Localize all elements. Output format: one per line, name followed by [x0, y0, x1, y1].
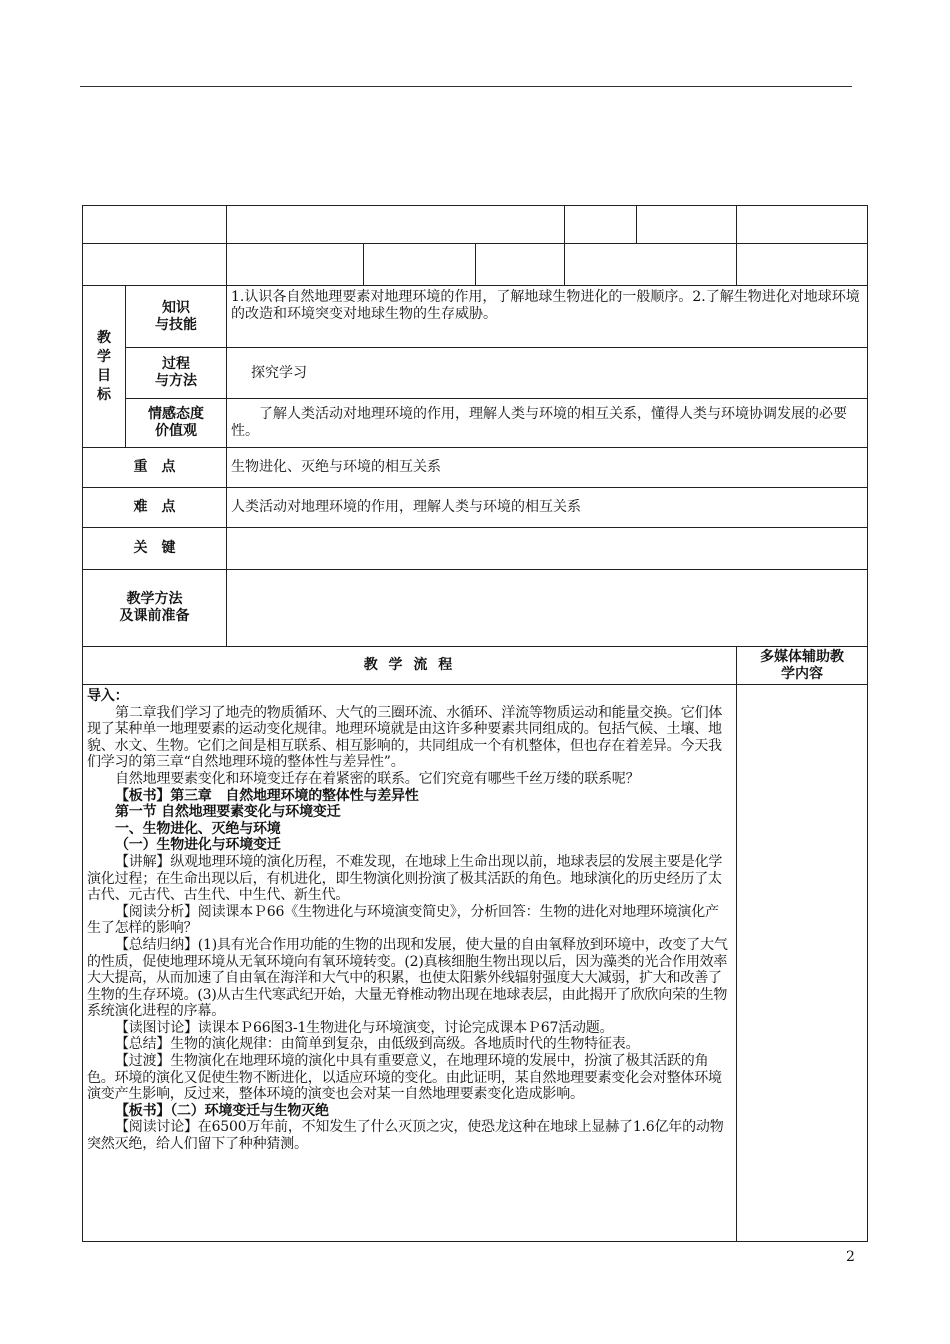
flow-paragraph: 【阅读分析】阅读课本Ｐ66《生物进化与环境演变简史》，分析回答：生物的进化对地理环境演化产生了怎样的影响？	[87, 903, 719, 937]
media-header-line1: 多媒体辅助教	[760, 648, 845, 665]
key-row	[83, 528, 868, 570]
knowledge-label-line1: 知识	[162, 299, 190, 316]
objectives-label	[83, 286, 126, 448]
media-header-line2: 学内容	[781, 665, 824, 682]
key-point-text: 生物进化、灭绝与环境的相互关系	[227, 448, 868, 488]
method-text	[227, 570, 868, 647]
process-label-line2: 与方法	[155, 373, 197, 389]
key-text	[227, 528, 868, 570]
knowledge-text: 1.认识各自然地理要素对地理环境的作用，了解地球生物进化的一般顺序。2.了解生物进化对地球环境的改造和环境突变对地球生物的生存威胁。	[227, 286, 868, 348]
header-rule	[80, 86, 852, 87]
media-content	[737, 685, 868, 1242]
objectives-label-text: 教学目标	[97, 329, 111, 403]
blank-cell	[227, 244, 364, 286]
blank-cell	[565, 244, 737, 286]
blank-cell	[83, 206, 227, 244]
key-label: 关 键	[83, 528, 227, 570]
difficulty-text: 人类活动对地理环境的作用，理解人类与环境的相互关系	[227, 488, 868, 528]
difficulty-row	[83, 488, 868, 528]
flow-paragraph: 【阅读讨论】在6500万年前，不知发生了什么灭顶之灾，使恐龙这种在地球上显赫了1.6亿年的动物突然灭绝，给人们留下了种种猜测。	[87, 1119, 724, 1153]
board-tag: 【板书】	[115, 1102, 171, 1119]
flow-paragraph: 【过渡】生物演化在地理环境的演化中具有重要意义，在地理环境的发展中，扮演了极其活跃的角色。环境的演化又促使生物不断进化，以适应环境的变化。由此证明，某自然地理要素变化会对整体环境演变产生影响，反过来，整体环境的演变也会对某一自然地理要素变化造成影响。	[87, 1053, 722, 1103]
board-subtitle	[87, 1103, 732, 1120]
blank-row-1	[83, 206, 868, 244]
method-row	[83, 570, 868, 647]
flow-paragraph: 【读图讨论】读课本Ｐ66图3-1生物进化与环境演变，讨论完成课本Ｐ67活动题。	[115, 1019, 614, 1036]
board-subtitle-text: （二）环境变迁与生物灭绝	[170, 1102, 329, 1119]
subsection-title: 一、生物进化、灭绝与环境	[115, 820, 281, 837]
flow-paragraph: 【总结】生物的演化规律：由简单到复杂，由低级到高级。各地质时代的生物特征表。	[115, 1036, 640, 1053]
blank-cell	[83, 244, 227, 286]
process-label	[126, 348, 227, 399]
media-header	[737, 647, 868, 685]
blank-cell	[364, 244, 476, 286]
method-label-line2: 及课前准备	[119, 608, 190, 624]
objective-process-row	[83, 348, 868, 399]
objective-knowledge-row	[83, 286, 868, 348]
flow-paragraph: 【总结归纳】(1)具有光合作用功能的生物的出现和发展，使大量的自由氧释放到环境中，改变了大气的性质，促使地理环境从无氧环境向有氧环境转变。(2)真核细胞生物出现以后，因为藻类的光合作用效率大大提高，从而加速了自由氧在海洋和大气中的积累，也使太阳紫外线辐射强度大大减弱，扩大和改善了生物的生存环境。(3)从古生代寒武纪开始，大量无脊椎动物出现在地球表层，由此揭开了欣欣向荣的生物系统演化进程的序幕。	[87, 936, 728, 1020]
flow-content-row	[83, 685, 868, 1242]
flow-paragraph: 【讲解】纵观地理环境的演化历程，不难发现，在地球上生命出现以前，地球表层的发展主要是化学演化过程；在生命出现以后，有机进化，即生物演化则扮演了极其活跃的角色。地球演化的历史经历了太古代、元古代、古生代、中生代、新生代。	[87, 853, 723, 904]
emotion-label	[126, 399, 227, 448]
objective-emotion-row	[83, 399, 868, 448]
lesson-plan-table	[82, 205, 868, 1242]
board-chapter-title: 【板书】第三章 自然地理环境的整体性与差异性	[115, 787, 419, 804]
emotion-label-line2: 价值观	[155, 423, 197, 439]
section-title: 第一节 自然地理要素变化与环境变迁	[115, 804, 341, 821]
method-label	[83, 570, 227, 647]
difficulty-label: 难 点	[83, 488, 227, 528]
emotion-text: 了解人类活动对地理环境的作用，理解人类与环境的相互关系，懂得人类与环境协调发展的必要性。	[227, 399, 868, 448]
blank-row-2	[83, 244, 868, 286]
page-number: 2	[846, 1249, 855, 1265]
flow-paragraph: 自然地理要素变化和环境变迁存在着紧密的联系。它们究竟有哪些千丝万缕的联系呢？	[115, 770, 640, 787]
flow-header-row	[83, 647, 868, 685]
blank-cell	[737, 244, 868, 286]
blank-cell	[565, 206, 637, 244]
key-point-row	[83, 448, 868, 488]
flow-header: 教 学 流 程	[83, 647, 737, 685]
intro-heading: 导入：	[87, 688, 129, 704]
method-label-line1: 教学方法	[126, 591, 183, 607]
knowledge-label-line2: 与技能	[155, 316, 197, 333]
blank-cell	[227, 206, 565, 244]
flow-paragraph: 第二章我们学习了地壳的物质循环、大气的三圈环流、水循环、洋流等物质运动和能量交换。它们体现了某种单一地理要素的运动变化规律。地理环境就是由这许多种要素共同组成的。包括气候、土壤、地貌、水文、生物。它们之间是相互联系、相互影响的，共同组成一个有机整体，但也存在着差异。今天我们学习的第三章“自然地理环境的整体性与差异性”。	[87, 704, 723, 771]
emotion-label-line1: 情感态度	[148, 406, 204, 422]
blank-cell	[476, 244, 565, 286]
knowledge-label	[126, 286, 227, 348]
flow-content	[83, 685, 737, 1242]
process-text: 探究学习	[227, 348, 868, 399]
process-label-line1: 过程	[162, 356, 190, 372]
blank-cell	[637, 206, 737, 244]
key-point-label: 重 点	[83, 448, 227, 488]
subsection-title: （一）生物进化与环境变迁	[115, 837, 281, 854]
blank-cell	[737, 206, 868, 244]
